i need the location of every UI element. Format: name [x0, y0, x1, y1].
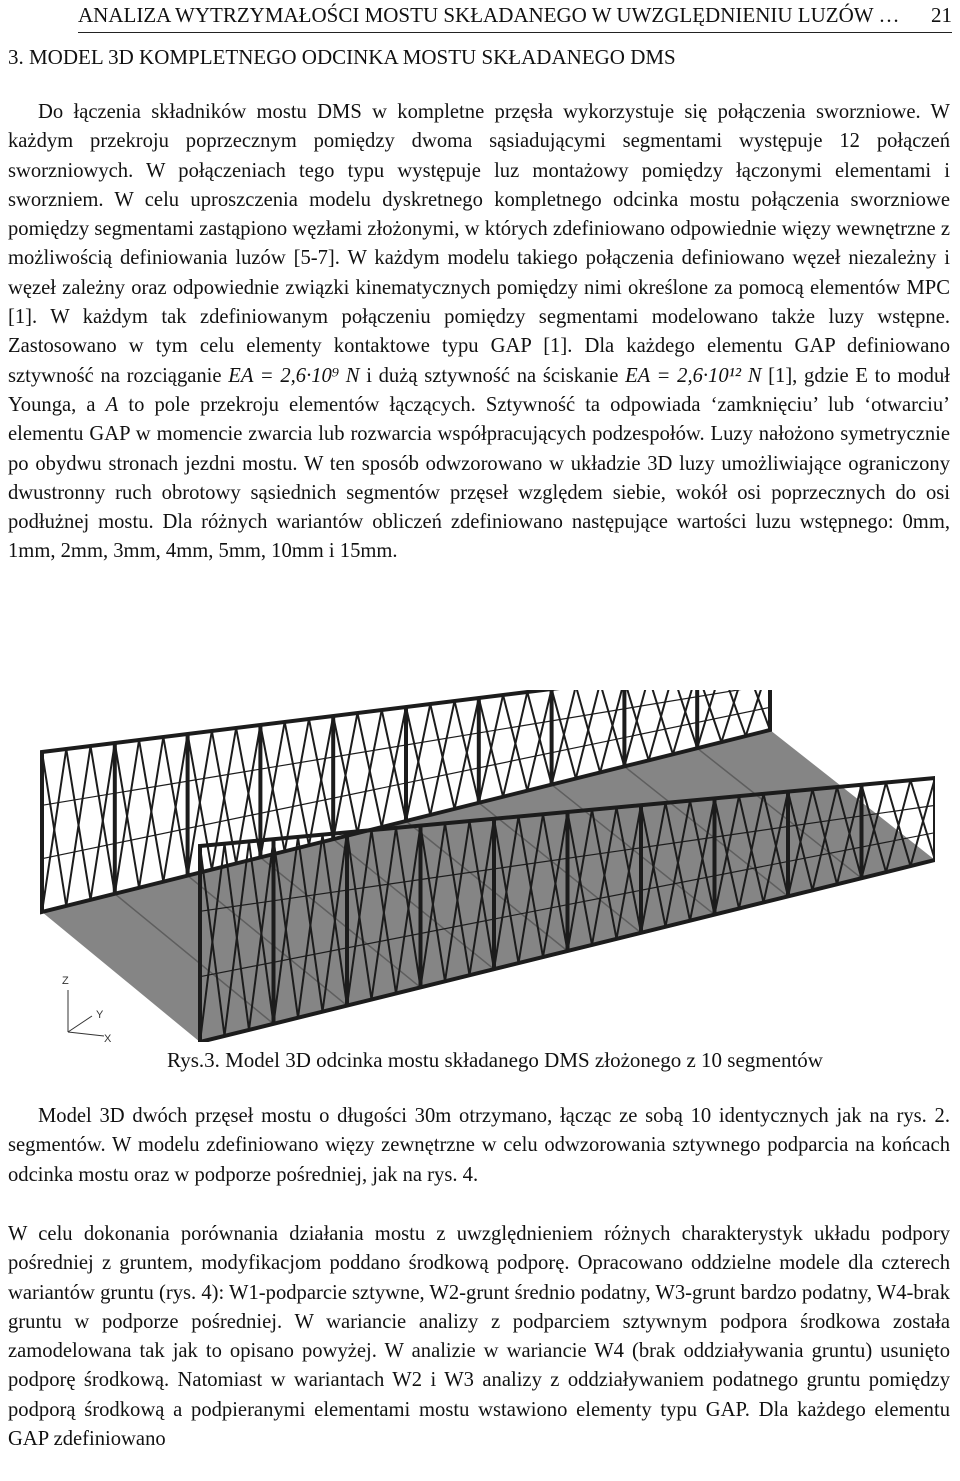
header-rule — [78, 32, 952, 33]
paragraph-3: W celu dokonania porównania działania mostu z uwzględnieniem różnych charakterystyk układu podpory pośredniej z gruntem, modyfikacjom poddano środkową podporę. Opracowano oddzielne modele dla czterech wariantów gruntu (rys. 4): W1-podparcie sztywne, W2-grunt średnio podatny, W3-grunt bardzo podatny, W4-brak gruntu w podporze pośredniej. W wariancie analizy z podparciem sztywnym podpora środkowa została zamodelowana tak jak to opisano powyżej. W analizie w wariancie W4 (brak oddziaływania gruntu) usunięto podporę środkową. Natomiast w wariantach W2 i W3 analizy z oddziaływaniem podatnego gruntu pomiędzy podporą środkową a podpieranymi elementami mostu wstawiono elementy typu GAP. Dla każdego elementu GAP zdefiniowano — [8, 1223, 950, 1451]
deck-surface — [42, 730, 935, 1042]
coordinate-axes — [62, 975, 112, 1042]
equation-compression-stiffness: EA = 2,6·10¹² N — [625, 364, 762, 387]
axis-x-label: X — [104, 1033, 112, 1042]
far-truss-diagonal — [624, 690, 648, 766]
bridge-3d-model — [30, 690, 935, 1042]
equation-tension-stiffness: EA = 2,6·10⁹ N — [228, 364, 360, 387]
far-truss-diagonal — [697, 690, 721, 748]
axis-z-label: Z — [62, 975, 69, 987]
paragraph-2: Model 3D dwóch przęseł mostu o długości 30m otrzymano, łącząc ze sobą 10 identycznych jak na rys. 2. segmentów. W modelu zdefiniowano więzy zewnętrzne w celu odwzorowania sztywnego podparcia na końcach odcinka mostu oraz w podporze pośredniej, jak na rys. 4. — [8, 1105, 950, 1186]
far-truss-diagonal — [576, 690, 600, 779]
axis-y-line — [68, 1016, 92, 1032]
figure-caption: Rys.3. Model 3D odcinka mostu składanego DMS złożonego z 10 segmentów — [167, 1048, 823, 1072]
variable-a: A — [105, 393, 119, 416]
paragraph-1 — [8, 98, 950, 567]
axis-x-line — [68, 1032, 104, 1036]
axis-y-label: Y — [96, 1009, 104, 1021]
paragraph-1-text-a: Do łączenia składników mostu DMS w kompletne przęsła wykorzystuje się połączenia sworzniowe. W każdym przekroju poprzecznym pomiędzy dwoma sąsiadującymi segmentami występuje 12 połączeń sworzniowych. W połączeniach tego typu występuje luz montażowy pomiędzy łączonymi elementami i sworzniem. W celu uproszczenia modelu dyskretnego kompletnego odcinka mostu połączenia sworzniowe pomiędzy segmentami zastąpiono węzłami złożonymi, w których zdefiniowano odpowiednie więzy wewnętrzne z możliwością definiowania luzów [5-7]. W każdym modelu takiego połączenia definiowano węzeł niezależny i węzeł zależny oraz odpowiednie związki kinematycznych pomiędzy nimi określone za pomocą elementów MPC [1]. W każdym tak zdefiniowanym połączeniu pomiędzy segmentami modelowano także luzy wstępne. Zastosowano w tym celu elementy kontaktowe typu GAP [1]. Dla każdego elementu GAP definiowano sztywność na rozciąganie — [8, 101, 950, 387]
page-number: 21 — [931, 3, 952, 27]
bridge-deck — [42, 730, 935, 1042]
far-truss-diagonal — [649, 690, 673, 760]
paragraph-1-text-b: i dużą sztywność na ściskanie — [366, 364, 619, 387]
running-title: ANALIZA WYTRZYMAŁOŚCI MOSTU SKŁADANEGO W UWZGLĘDNIENIU LUZÓW … — [78, 3, 900, 27]
far-truss-diagonal — [600, 690, 624, 772]
paragraph-1-text-d: to pole przekroju elementów łączących. Sztywność ta odpowiada ‘zamknięciu’ lub ‘otwarciu’ elementu GAP w momencie zwarcia lub rozwarcia współpracujących podzespołów. Luzy nałożono symetrycznie po obydwu stronach jezdni mostu. W ten sposób odwzorowano w układzie 3D luzy umożliwiające ograniczony dwustronny ruch obrotowy sąsiednich segmentów przęseł względem siebie, wokół osi poprzecznych do osi podłużnej mostu. Dla różnych wariantów obliczeń zdefiniowano następujące wartości luzu wstępnego: 0mm, 1mm, 2mm, 3mm, 4mm, 5mm, 10mm i 15mm. — [8, 393, 951, 563]
paragraph-1-text-c: [1], gdzie E to moduł Younga, a — [8, 364, 950, 416]
bridge-figure — [30, 690, 935, 1042]
section-title: 3. MODEL 3D KOMPLETNEGO ODCINKA MOSTU SKŁADANEGO DMS — [8, 45, 676, 69]
running-header — [78, 2, 952, 28]
